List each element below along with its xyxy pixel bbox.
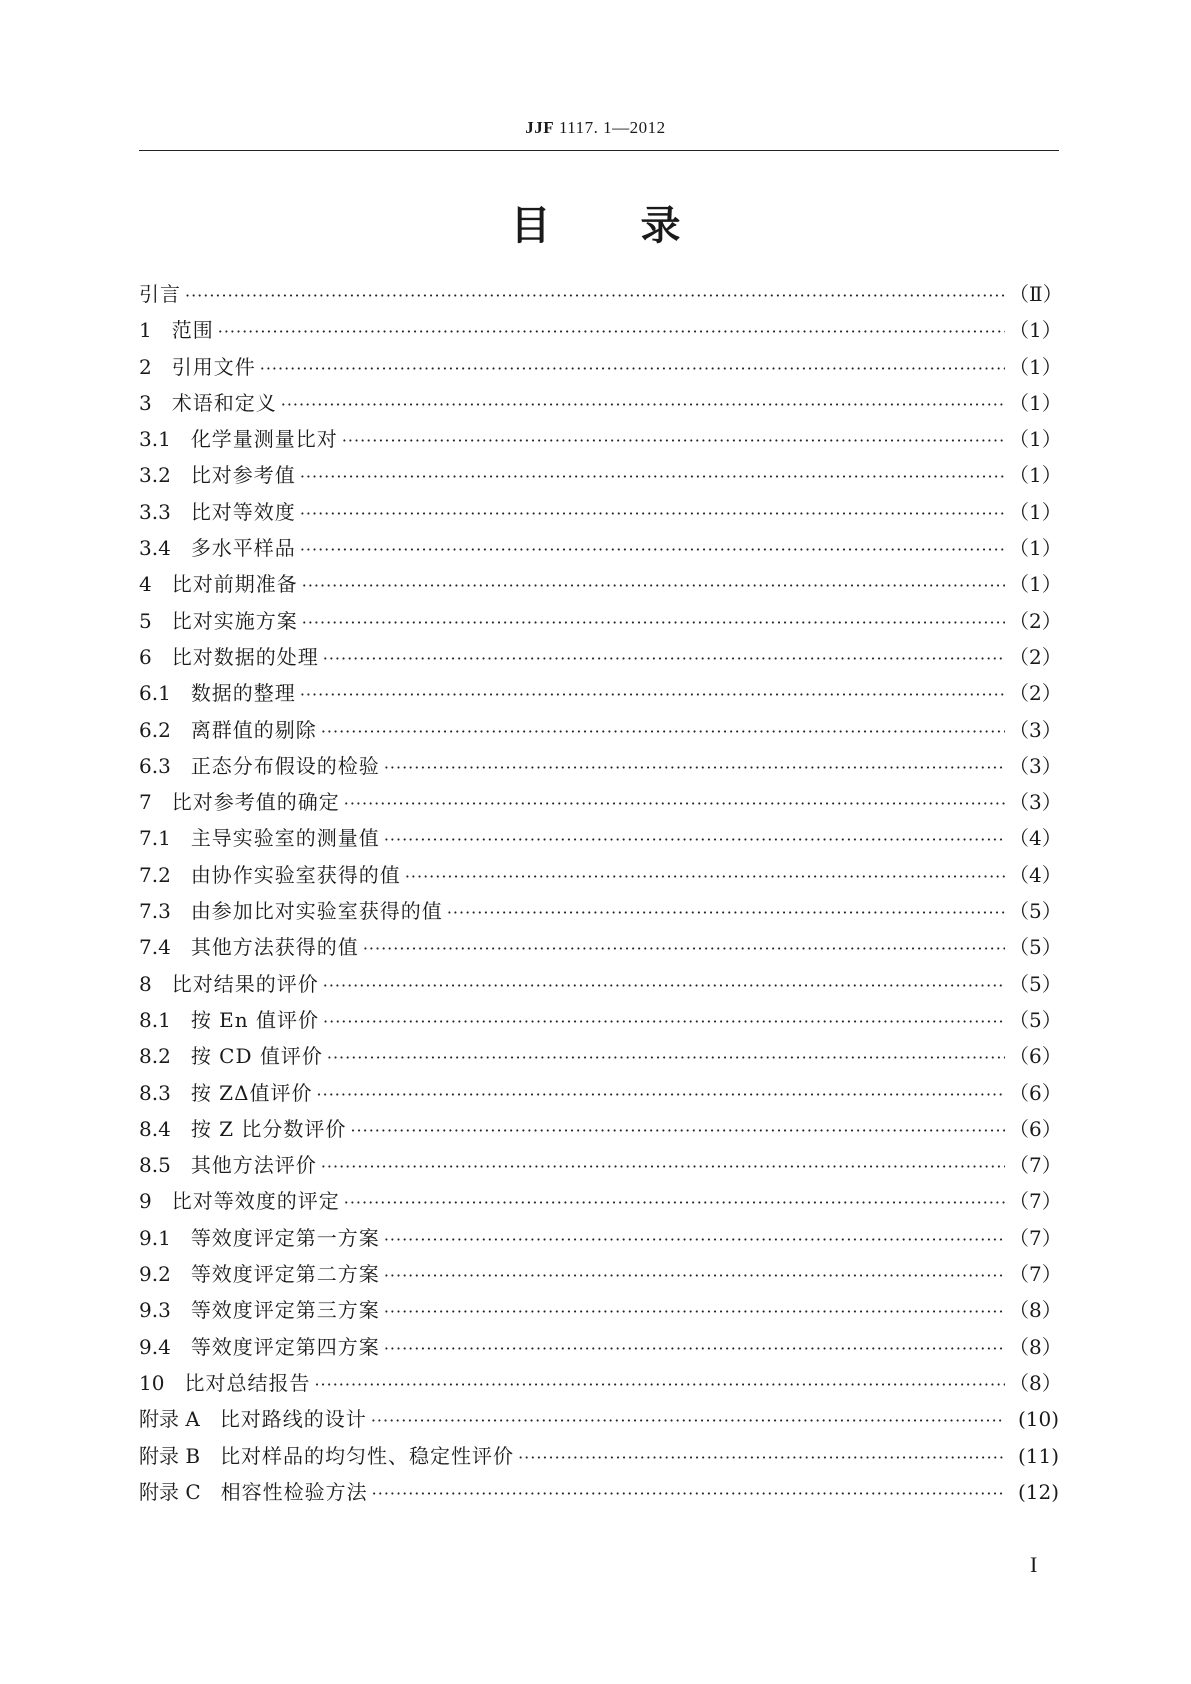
toc-entry-page: （1）	[1009, 536, 1062, 561]
toc-entry-page: （8）	[1009, 1334, 1062, 1359]
toc-dot-leader	[260, 351, 1005, 387]
toc-entry[interactable]	[139, 349, 1062, 385]
page-number: I	[1030, 1552, 1038, 1577]
toc-entry-label: 数据的整理	[190, 681, 296, 706]
toc-entry-label: 术语和定义	[171, 390, 277, 415]
toc-entry-page: （3）	[1009, 790, 1062, 815]
toc-entry-page: （1）	[1009, 427, 1062, 452]
toc-dot-leader	[384, 1331, 1005, 1367]
toc-entry-number: 6	[139, 644, 172, 669]
toc-dot-leader	[405, 859, 1005, 895]
toc-entry-page: (10)	[1017, 1407, 1059, 1432]
toc-entry-page: （5）	[1009, 899, 1062, 924]
toc-entry[interactable]	[139, 1329, 1062, 1365]
toc-entry[interactable]	[139, 1038, 1062, 1074]
toc-entry-page: （6）	[1009, 1080, 1062, 1105]
toc-entry-page: （7）	[1009, 1262, 1062, 1287]
toc-entry-number: 1	[139, 318, 172, 343]
standard-prefix: JJF	[525, 118, 555, 137]
toc-dot-leader	[302, 605, 1005, 641]
toc-entry-number: 附录 C	[139, 1479, 221, 1504]
toc-entry-label: 比对参考值的确定	[171, 790, 340, 815]
toc-entry-number: 3.3	[139, 499, 191, 524]
toc-entry[interactable]	[139, 1183, 1062, 1219]
toc-entry-label: 比对样品的均匀性、稳定性评价	[220, 1443, 515, 1468]
toc-entry[interactable]	[139, 1002, 1062, 1038]
toc-entry-page: （2）	[1009, 608, 1062, 633]
toc-entry-page: （8）	[1009, 1298, 1062, 1323]
toc-entry-label: 等效度评定第四方案	[190, 1334, 380, 1359]
toc-entry-page: （1）	[1009, 354, 1062, 379]
toc-dot-leader	[384, 1222, 1005, 1258]
toc-entry-number: 3.1	[139, 427, 191, 452]
toc-entry[interactable]	[139, 566, 1062, 602]
toc-entry-label: 相容性检验方法	[220, 1479, 368, 1504]
toc-entry-label: 比对等效度的评定	[171, 1189, 340, 1214]
toc-dot-leader	[342, 423, 1005, 459]
toc-dot-leader	[447, 895, 1005, 931]
toc-entry-page: （3）	[1009, 717, 1062, 742]
toc-dot-leader	[323, 1004, 1005, 1040]
toc-entry-number: 10	[139, 1370, 185, 1395]
toc-entry-label: 主导实验室的测量值	[190, 826, 380, 851]
toc-entry-label: 引用文件	[171, 354, 256, 379]
toc-dot-leader	[371, 1403, 1005, 1439]
toc-entry-page: （1）	[1009, 390, 1062, 415]
toc-entry-page: （5）	[1009, 935, 1062, 960]
toc-entry-label: 按 Z 比分数评价	[190, 1116, 347, 1141]
toc-entry-label: 其他方法获得的值	[190, 935, 359, 960]
toc-entry-number: 9.4	[139, 1334, 191, 1359]
toc-entry[interactable]	[139, 712, 1062, 748]
toc-dot-leader	[384, 750, 1005, 786]
toc-entry-page: （5）	[1009, 1007, 1062, 1032]
toc-entry[interactable]	[139, 421, 1062, 457]
toc-entry-number: 7.2	[139, 862, 191, 887]
toc-dot-leader	[300, 459, 1005, 495]
toc-entry-label: 比对参考值	[190, 463, 296, 488]
page-title: 目录	[510, 203, 771, 249]
toc-dot-leader	[363, 931, 1005, 967]
toc-entry-label: 按 CD 值评价	[190, 1044, 323, 1069]
toc-entry-number: 7.3	[139, 899, 191, 924]
toc-entry-page: （Ⅱ）	[1009, 282, 1063, 306]
toc-entry-page: （4）	[1009, 826, 1062, 851]
toc-entry-label: 比对实施方案	[171, 608, 298, 633]
toc-dot-leader	[300, 677, 1005, 713]
toc-entry[interactable]	[139, 1075, 1062, 1111]
toc-entry-page: （4）	[1009, 862, 1062, 887]
toc-entry-number: 8	[139, 971, 172, 996]
toc-entry-number: 7	[139, 790, 172, 815]
toc-entry-number: 8.1	[139, 1007, 191, 1032]
toc-entry-number: 附录 A	[139, 1407, 220, 1432]
toc-entry-page: （6）	[1009, 1044, 1062, 1069]
toc-dot-leader	[372, 1476, 1005, 1512]
toc-entry-page: （1）	[1009, 318, 1062, 343]
toc-entry-label: 等效度评定第二方案	[190, 1262, 380, 1287]
toc-entry-label: 按 En 值评价	[190, 1007, 320, 1032]
toc-entry-number: 9.2	[139, 1262, 191, 1287]
toc-dot-leader	[281, 387, 1005, 423]
toc-dot-leader	[321, 714, 1005, 750]
toc-entry-label: 比对前期准备	[171, 572, 298, 597]
toc-entry[interactable]	[139, 1401, 1059, 1437]
toc-entry-number: 5	[139, 608, 172, 633]
toc-entry-number: 9.1	[139, 1225, 191, 1250]
toc-entry-number: 3	[139, 390, 172, 415]
header-rule	[139, 150, 1059, 151]
standard-number: 1117. 1—2012	[554, 118, 666, 137]
toc-dot-leader	[344, 786, 1005, 822]
toc-entry[interactable]	[139, 1474, 1059, 1510]
toc-entry-page: （6）	[1009, 1116, 1062, 1141]
toc-entry[interactable]	[139, 639, 1062, 675]
toc-entry-number: 9.3	[139, 1298, 191, 1323]
toc-entry-page: （1）	[1009, 499, 1062, 524]
toc-dot-leader	[384, 1294, 1005, 1330]
toc-entry-page: （1）	[1009, 463, 1062, 488]
toc-dot-leader	[185, 278, 1005, 314]
toc-entry[interactable]	[139, 675, 1062, 711]
toc-entry-number: 8.2	[139, 1044, 191, 1069]
toc-dot-leader	[302, 568, 1005, 604]
standard-code	[0, 118, 1191, 138]
toc-dot-leader	[384, 822, 1005, 858]
toc-entry-label: 比对路线的设计	[219, 1407, 367, 1432]
toc-entry-number: 7.4	[139, 935, 191, 960]
toc-entry-label: 其他方法评价	[190, 1153, 317, 1178]
toc-entry-number: 附录 B	[139, 1443, 221, 1468]
toc-entry-label: 按 ZΔ值评价	[190, 1080, 313, 1105]
toc-entry-number: 4	[139, 572, 172, 597]
toc-dot-leader	[327, 1040, 1005, 1076]
toc-entry-number: 8.4	[139, 1116, 191, 1141]
toc-entry[interactable]	[139, 1365, 1062, 1401]
toc-entry-label: 离群值的剔除	[190, 717, 317, 742]
toc-entry-page: (11)	[1017, 1443, 1059, 1468]
toc-entry-label: 等效度评定第一方案	[190, 1225, 380, 1250]
toc-entry-number: 7.1	[139, 826, 191, 851]
toc-entry-number: 6.1	[139, 681, 191, 706]
toc-entry[interactable]	[139, 929, 1062, 965]
toc-dot-leader	[518, 1440, 1005, 1476]
toc-dot-leader	[218, 314, 1005, 350]
toc-entry[interactable]	[139, 1147, 1062, 1183]
toc-entry[interactable]	[139, 385, 1062, 421]
toc-entry-label: 比对数据的处理	[171, 644, 319, 669]
toc-entry-number: 6.2	[139, 717, 191, 742]
toc-entry-label: 比对总结报告	[184, 1370, 311, 1395]
table-of-contents	[139, 276, 1063, 1510]
toc-entry[interactable]	[139, 1438, 1059, 1474]
toc-entry[interactable]	[139, 1256, 1062, 1292]
toc-entry-number: 3.4	[139, 536, 191, 561]
toc-entry[interactable]	[139, 276, 1063, 312]
toc-entry-page: （7）	[1009, 1153, 1062, 1178]
toc-entry-number: 3.2	[139, 463, 191, 488]
toc-entry-page: （7）	[1009, 1225, 1062, 1250]
toc-entry-page: （2）	[1009, 681, 1062, 706]
toc-entry[interactable]	[139, 857, 1062, 893]
toc-entry-label: 等效度评定第三方案	[190, 1298, 380, 1323]
toc-entry-number: 8.3	[139, 1080, 191, 1105]
toc-entry-label: 由协作实验室获得的值	[190, 862, 401, 887]
toc-entry-number: 6.3	[139, 753, 191, 778]
toc-entry-page: （7）	[1009, 1189, 1062, 1214]
toc-dot-leader	[323, 968, 1005, 1004]
toc-entry-page: （1）	[1009, 572, 1062, 597]
toc-entry[interactable]	[139, 820, 1062, 856]
toc-dot-leader	[300, 496, 1005, 532]
toc-entry-number: 2	[139, 354, 172, 379]
toc-dot-leader	[323, 641, 1005, 677]
toc-entry[interactable]	[139, 1292, 1062, 1328]
toc-entry-page: （2）	[1009, 644, 1062, 669]
toc-entry-label: 多水平样品	[190, 536, 296, 561]
toc-entry-page: （3）	[1009, 753, 1062, 778]
toc-entry[interactable]	[139, 457, 1062, 493]
toc-dot-leader	[314, 1367, 1005, 1403]
toc-entry-label: 化学量测量比对	[190, 427, 338, 452]
toc-entry-label: 正态分布假设的检验	[190, 753, 380, 778]
toc-entry-number: 8.5	[139, 1153, 191, 1178]
toc-entry[interactable]	[139, 312, 1062, 348]
toc-dot-leader	[350, 1113, 1005, 1149]
toc-entry[interactable]	[139, 966, 1062, 1002]
toc-entry[interactable]	[139, 893, 1062, 929]
toc-entry-number: 9	[139, 1189, 172, 1214]
toc-entry[interactable]	[139, 494, 1062, 530]
toc-entry[interactable]	[139, 1111, 1062, 1147]
toc-entry-label: 范围	[171, 318, 214, 343]
toc-entry-label: 由参加比对实验室获得的值	[190, 899, 443, 924]
toc-dot-leader	[317, 1077, 1005, 1113]
toc-dot-leader	[384, 1258, 1005, 1294]
toc-entry[interactable]	[139, 784, 1062, 820]
toc-entry[interactable]	[139, 1220, 1062, 1256]
toc-entry-page: （8）	[1009, 1370, 1062, 1395]
toc-entry-label: 引言	[139, 282, 181, 306]
toc-entry-page: （5）	[1009, 971, 1062, 996]
toc-entry[interactable]	[139, 530, 1062, 566]
toc-entry[interactable]	[139, 603, 1062, 639]
toc-entry-label: 比对等效度	[190, 499, 296, 524]
toc-dot-leader	[344, 1185, 1005, 1221]
toc-entry[interactable]	[139, 748, 1062, 784]
toc-dot-leader	[321, 1149, 1005, 1185]
toc-dot-leader	[300, 532, 1005, 568]
toc-entry-label: 比对结果的评价	[171, 971, 319, 996]
toc-entry-page: (12)	[1017, 1479, 1059, 1504]
